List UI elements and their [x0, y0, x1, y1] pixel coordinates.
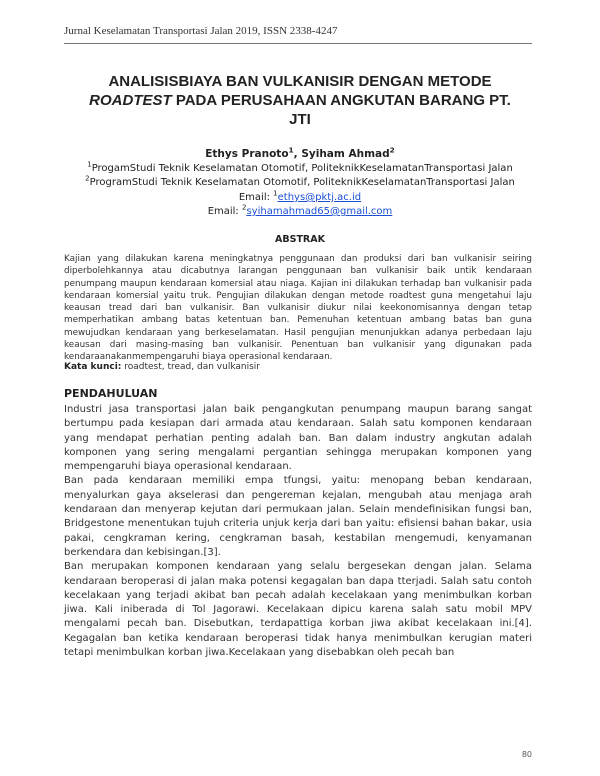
abstract [64, 253, 532, 364]
paragraph: Ban merupakan komponen kendaraan yang selalu bergesekan dengan jalan. Selama kendaraan beroperasi di jalan maka potensi kegagalan ban dapa tterjadi. Salah satu contoh kecelakaan yang terjadi akibat ban pecah adalah kecelakaan yang menimbulkan korban jiwa. Kali iniberada di Tol Jagorawi. Kecelakaan dipicu karena salah satu mobil MPV mengalami pecah ban. Disebutkan, terdapattiga korban jiwa akibat kecelakaan ini.[4]. Kegagalan ban ketika kendaraan beroperasi tidak hanya menimbulkan kerugian materi tetapi menimbulkan korban jiwa.Kecelakaan yang disebabkan oleh pecah ban [64, 561, 532, 659]
header-rule [64, 43, 532, 44]
email-line-1 [60, 189, 540, 203]
keywords-text: roadtest, tread, dan vulkanisir [121, 362, 260, 372]
page-number: 80 [521, 750, 532, 759]
email-line-2 [60, 203, 540, 217]
email-2-mark: 2 [241, 203, 247, 212]
title-italic-term: ROADTEST [89, 92, 172, 109]
keywords [64, 362, 532, 372]
abstract-heading: ABSTRAK [275, 234, 325, 245]
author-list [60, 145, 540, 160]
email-1-mark: 1 [273, 189, 278, 198]
title-line-3: JTI [289, 111, 311, 128]
author-separator: , [293, 148, 302, 160]
paragraph: Industri jasa transportasi jalan baik pengangkutan penumpang maupun barang sangat bertumpu pada kesiapan dari armada atau kendaraan. Salah satu komponen kendaraan yang mendapat perhatian penting adalah ban. Ban dalam industry angkutan adalah komponen yang sering mengalami pergantian sehingga merupakan komponen yang mempengaruhi biaya operasional kendaraan. [64, 404, 532, 473]
author-2: Syiham Ahmad [301, 148, 390, 160]
email-2-label: Email: [207, 206, 242, 217]
section-heading: PENDAHULUAN [64, 387, 158, 400]
affiliation-2 [60, 174, 540, 188]
title-line-2 [60, 91, 540, 110]
affiliation-2-text: ProgramStudi Teknik Keselamatan Otomotif, PoliteknikKeselamatanTransportasi Jalan [89, 177, 515, 188]
affiliation-1 [60, 160, 540, 174]
title-line-1: ANALISISBIAYA BAN VULKANISIR DENGAN METODE [108, 73, 492, 90]
author-2-affiliation-mark: 2 [389, 145, 395, 155]
keywords-label: Kata kunci: [64, 362, 122, 372]
body-text [64, 403, 532, 660]
paper-title [60, 72, 540, 129]
affiliation-1-mark: 1 [87, 160, 92, 169]
title-line-2-rest: PADA PERUSAHAAN ANGKUTAN BARANG PT. [171, 92, 511, 109]
email-1-label: Email: [238, 192, 274, 203]
affiliation-1-text: ProgamStudi Teknik Keselamatan Otomotif, PoliteknikKeselamatanTransportasi Jalan [91, 163, 513, 174]
email-1-link[interactable]: ethys@pktj.ac.id [277, 192, 362, 203]
author-1-affiliation-mark: 1 [288, 145, 294, 155]
affiliation-2-mark: 2 [85, 174, 90, 183]
abstract-text: Kajian yang dilakukan karena meningkatnya penggunaan dan produksi dari ban vulkanisir seiring diperbolehkannya atau dicabutnya larangan penggunaan ban vulkanisir baik untik kendaraan penumpang maupun kendaraan komersial atau niaga. Kajian ini dilakukan terhadap ban vulkanisir pada kendaraan komersial yaitu truk. Pengujian dilakukan dengan metode roadtest guna mengetahui laju keausan tread dari ban vulkanisir. Ban vulkanisir diukur nilai keekonomisannya dengan tetap memperhatikan ambang batas ketentuan ban. Pemenuhan ketentuan ambang batas ban guna mewujudkan kendaraan yang berkeselamatan. Hasil pengujian menunjukkan adanya perbedaan laju keausan dari masing-masing ban vulkanisir. Penentuan ban vulkanisir yang digunakan pada kendaraanakanmempengaruhi biaya operasional kendaraan. [64, 254, 532, 363]
email-2-link[interactable]: syihamahmad65@gmail.com [246, 206, 393, 217]
running-head: Jurnal Keselamatan Transportasi Jalan 2019, ISSN 2338-4247 [64, 25, 338, 37]
paragraph: Ban pada kendaraan memiliki empa tfungsi, yaitu: menopang beban kendaraan, menyalurkan gaya akselerasi dan pengereman kejalan, mengubah atau menjaga arah kendaraan dan menyerap kejutan dari permukaan jalan. Selain mendefinisikan fungsi ban, Bridgestone menentukan tujuh criteria unjuk kerja dari ban yaitu: efisiensi bahan bakar, usia pakai, cengkraman kering, cengkraman basah, kestabilan mengemudi, kenyamanan berkendara dan kebisingan.[3]. [64, 475, 532, 558]
author-1: Ethys Pranoto [205, 148, 289, 160]
